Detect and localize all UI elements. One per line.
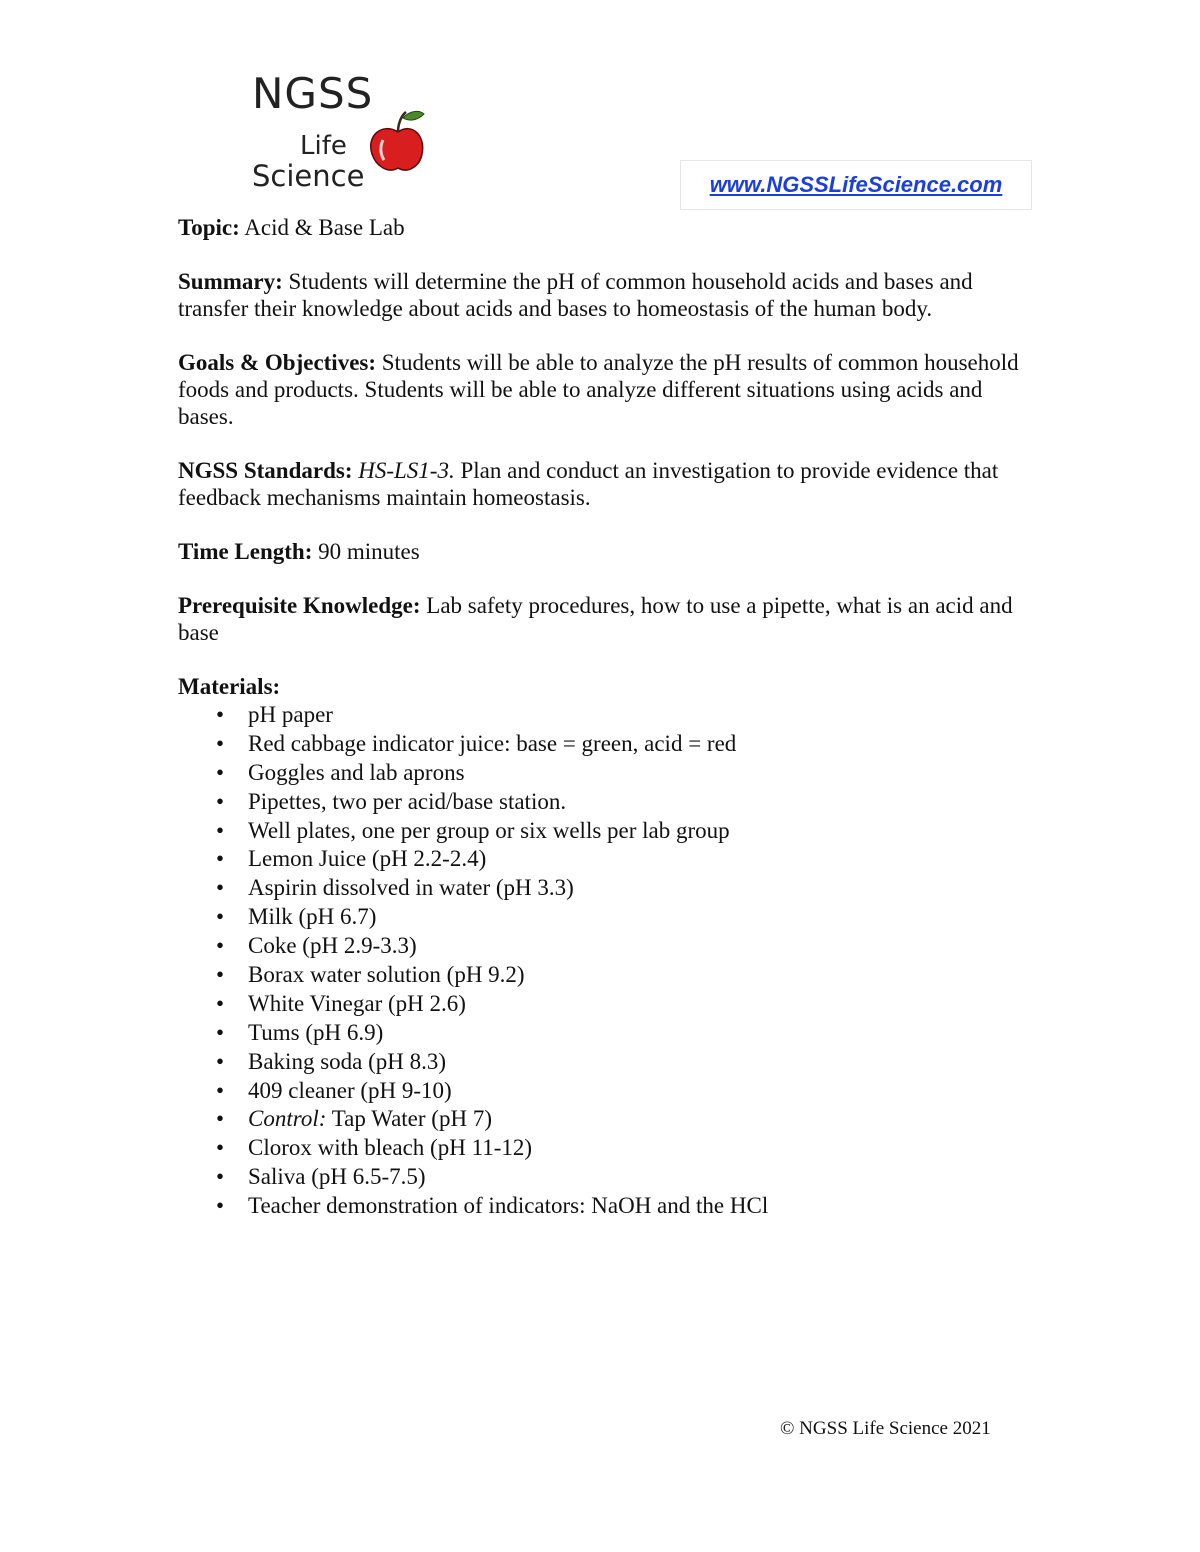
bullet-icon: • [215, 1193, 225, 1219]
apple-icon [371, 111, 424, 170]
copyright-footer: © NGSS Life Science 2021 [780, 1418, 991, 1439]
bullet-icon: • [215, 933, 225, 959]
bullet-icon: • [215, 1135, 225, 1161]
lesson-content [178, 214, 1038, 1220]
bullet-icon: • [215, 962, 225, 988]
bullet-icon: • [215, 759, 225, 785]
logo-line-science: Science [252, 159, 365, 193]
ngss-life-science-logo [248, 70, 428, 200]
list-item: • Saliva (pH 6.5-7.5) [178, 1162, 1038, 1191]
prerequisite-label: Prerequisite Knowledge: [178, 593, 421, 618]
topic-text: Acid & Base Lab [239, 215, 405, 240]
bullet-icon: • [215, 904, 225, 930]
goals-text: Students will be able to analyze the pH results of common household foods and products. Students will be able to analyze different situations using acids and bases. [178, 350, 1019, 429]
goals-label: Goals & Objectives: [178, 350, 377, 375]
standards-section [178, 457, 1038, 511]
prerequisite-text: Lab safety procedures, how to use a pipette, what is an acid and base [178, 593, 1013, 645]
bullet-icon: • [215, 1048, 225, 1074]
topic-label: Topic: [178, 215, 240, 240]
summary-text: Students will determine the pH of common household acids and bases and transfer their knowledge about acids and bases to homeostasis of the human body. [178, 269, 973, 321]
goals-section [178, 349, 1038, 430]
list-item: • Milk (pH 6.7) [178, 902, 1038, 931]
website-link[interactable]: www.NGSSLifeScience.com [709, 172, 1003, 197]
bullet-icon: • [215, 788, 225, 814]
bullet-icon: • [215, 875, 225, 901]
prerequisite-section [178, 592, 1038, 646]
list-item: • Clorox with bleach (pH 11-12) [178, 1133, 1038, 1162]
materials-list [178, 700, 1038, 1220]
list-item: • Aspirin dissolved in water (pH 3.3) [178, 873, 1038, 902]
bullet-icon: • [215, 1019, 225, 1045]
bullet-icon: • [215, 702, 225, 727]
list-item: • pH paper [178, 700, 1038, 729]
standards-label: NGSS Standards: [178, 458, 353, 483]
list-item: • Control: Tap Water (pH 7) [178, 1104, 1038, 1133]
list-item: • Borax water solution (pH 9.2) [178, 960, 1038, 989]
bullet-icon: • [215, 990, 225, 1016]
standards-code: HS-LS1-3. [358, 458, 455, 483]
list-item: • Lemon Juice (pH 2.2-2.4) [178, 844, 1038, 873]
list-item: • Coke (pH 2.9-3.3) [178, 931, 1038, 960]
bullet-icon: • [215, 1106, 225, 1132]
list-item: • Goggles and lab aprons [178, 758, 1038, 787]
list-item: • Red cabbage indicator juice: base = green, acid = red [178, 729, 1038, 758]
list-item: • 409 cleaner (pH 9-10) [178, 1076, 1038, 1105]
bullet-icon: • [215, 817, 225, 843]
summary-label: Summary: [178, 269, 283, 294]
bullet-icon: • [215, 730, 225, 756]
bullet-icon: • [215, 1077, 225, 1103]
materials-heading [178, 673, 1038, 700]
summary-section [178, 268, 1038, 322]
list-item: • Well plates, one per group or six wells per lab group [178, 816, 1038, 845]
topic-section [178, 214, 1038, 241]
list-item: • Baking soda (pH 8.3) [178, 1047, 1038, 1076]
time-label: Time Length: [178, 539, 313, 564]
standards-text: Plan and conduct an investigation to provide evidence that feedback mechanisms maintain homeostasis. [178, 458, 999, 510]
website-box [680, 160, 1032, 210]
materials-label: Materials: [178, 674, 281, 699]
logo-line-ngss: NGSS [252, 70, 374, 118]
list-item: • Tums (pH 6.9) [178, 1018, 1038, 1047]
list-item: • Teacher demonstration of indicators: NaOH and the HCl [178, 1191, 1038, 1220]
list-item: • Pipettes, two per acid/base station. [178, 787, 1038, 816]
bullet-icon: • [215, 846, 225, 872]
time-section [178, 538, 1038, 565]
bullet-icon: • [215, 1164, 225, 1190]
logo-line-life: Life [300, 131, 347, 161]
list-item: • White Vinegar (pH 2.6) [178, 989, 1038, 1018]
time-text: 90 minutes [312, 539, 420, 564]
